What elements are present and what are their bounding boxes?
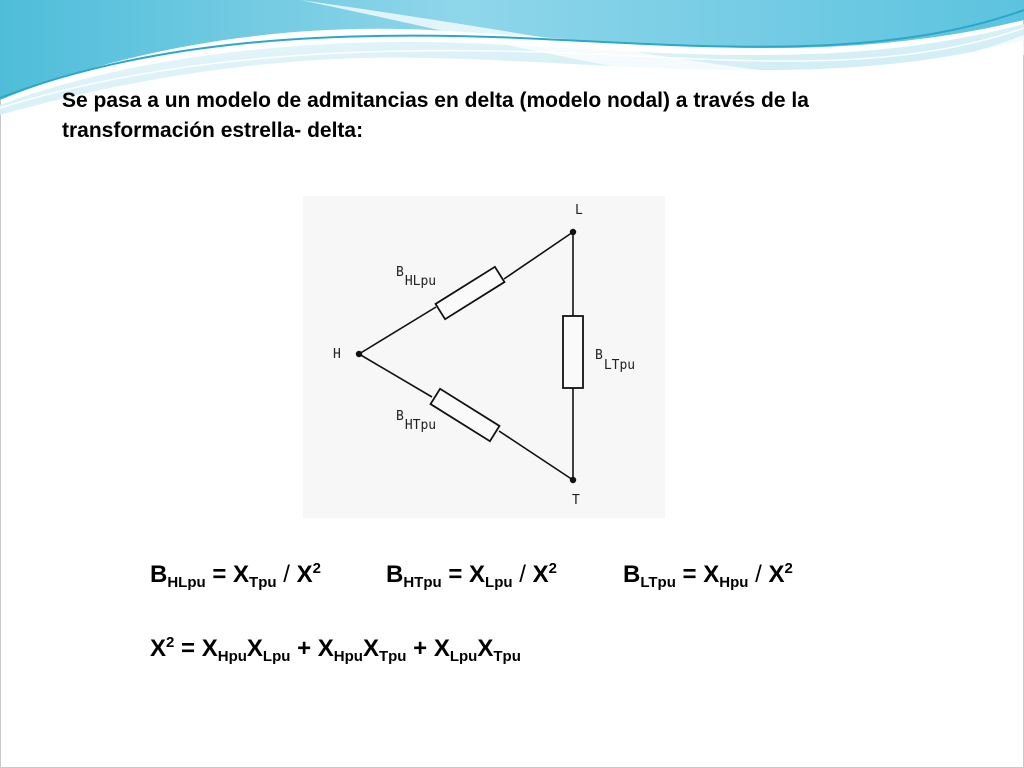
eq2-x2: X bbox=[532, 561, 549, 588]
eq4-term1-a-sub: Hpu bbox=[217, 648, 247, 665]
eq3-equals: = bbox=[675, 561, 704, 588]
eq1-lhs: B bbox=[150, 561, 168, 588]
eq1-x2: X bbox=[296, 561, 313, 588]
delta-diagram bbox=[303, 196, 665, 518]
intro-line-1: Se pasa a un modelo de admitancias en delta (modelo nodal) a través de la bbox=[62, 89, 809, 112]
b-lt-label bbox=[595, 348, 635, 373]
node-h-label: H bbox=[333, 347, 341, 362]
eq4-term3-a: X bbox=[433, 635, 450, 662]
wire-hl-to-l bbox=[504, 232, 573, 279]
b-hl-main: B bbox=[396, 265, 404, 280]
b-lt-sub: LTpu bbox=[603, 358, 636, 373]
eq3-x: X bbox=[703, 561, 720, 588]
eq3-lhs-sub: LTpu bbox=[640, 574, 676, 591]
eq2-equals: = bbox=[441, 561, 470, 588]
eq1-x-sub: Tpu bbox=[249, 574, 277, 591]
eq3-x-sub: Hpu bbox=[719, 574, 749, 591]
b-ht-sub: HTpu bbox=[404, 418, 437, 433]
delta-diagram-svg bbox=[303, 196, 665, 518]
eq2-lhs-sub: HTpu bbox=[403, 574, 442, 591]
eq4-plus-1: + bbox=[290, 635, 318, 662]
eq3-x2-sup: 2 bbox=[784, 560, 793, 577]
eq1-x2-sup: 2 bbox=[312, 560, 321, 577]
eq3-x2: X bbox=[768, 561, 785, 588]
eq4-term3-a-sub: Lpu bbox=[449, 648, 478, 665]
eq2-x: X bbox=[469, 561, 486, 588]
resistor-b-lt bbox=[563, 316, 583, 388]
eq3-lhs: B bbox=[623, 561, 641, 588]
eq4-term3-b: X bbox=[477, 635, 494, 662]
eq2-divide: / bbox=[512, 561, 533, 588]
b-ht-label bbox=[396, 409, 436, 433]
eq3-divide: / bbox=[748, 561, 769, 588]
eq1-lhs-sub: HLpu bbox=[167, 574, 206, 591]
eq2-x2-sup: 2 bbox=[548, 560, 557, 577]
wire-h-to-hl bbox=[359, 307, 436, 354]
equation-b-lt bbox=[623, 560, 793, 590]
eq4-term1-b: X bbox=[246, 635, 263, 662]
equation-x-squared bbox=[150, 634, 521, 664]
resistor-b-ht bbox=[431, 389, 500, 441]
eq4-term2-b-sub: Tpu bbox=[378, 648, 407, 665]
intro-text bbox=[62, 86, 1002, 146]
equation-b-hl bbox=[150, 560, 321, 590]
b-lt-main: B bbox=[595, 348, 603, 363]
eq2-x-sub: Lpu bbox=[485, 574, 513, 591]
eq1-x: X bbox=[233, 561, 250, 588]
intro-line-2: transformación estrella- delta: bbox=[62, 119, 364, 142]
eq1-divide: / bbox=[276, 561, 297, 588]
eq4-term2-b: X bbox=[362, 635, 379, 662]
eq4-term3-b-sub: Tpu bbox=[493, 648, 521, 665]
eq4-term1-b-sub: Lpu bbox=[262, 648, 291, 665]
eq4-lhs: X bbox=[150, 635, 167, 662]
b-hl-sub: HLpu bbox=[404, 274, 437, 289]
eq2-lhs: B bbox=[386, 561, 404, 588]
eq4-term1-a: X bbox=[201, 635, 218, 662]
eq1-equals: = bbox=[205, 561, 234, 588]
node-l-label: L bbox=[575, 203, 583, 218]
eq4-equals: = bbox=[174, 635, 202, 662]
resistor-b-hl bbox=[436, 267, 505, 319]
eq4-term2-a: X bbox=[317, 635, 334, 662]
eq4-term2-a-sub: Hpu bbox=[333, 648, 363, 665]
wire-ht-to-t bbox=[499, 431, 573, 480]
b-hl-label bbox=[396, 265, 436, 289]
b-ht-main: B bbox=[396, 409, 404, 424]
node-l-dot bbox=[570, 229, 576, 235]
node-t-dot bbox=[570, 477, 576, 483]
equation-b-ht bbox=[386, 560, 557, 590]
eq4-plus-2: + bbox=[406, 635, 434, 662]
wire-h-to-ht bbox=[359, 354, 432, 397]
eq4-lhs-sup: 2 bbox=[166, 634, 175, 651]
node-t-label: T bbox=[572, 493, 580, 508]
node-h-dot bbox=[356, 351, 362, 357]
